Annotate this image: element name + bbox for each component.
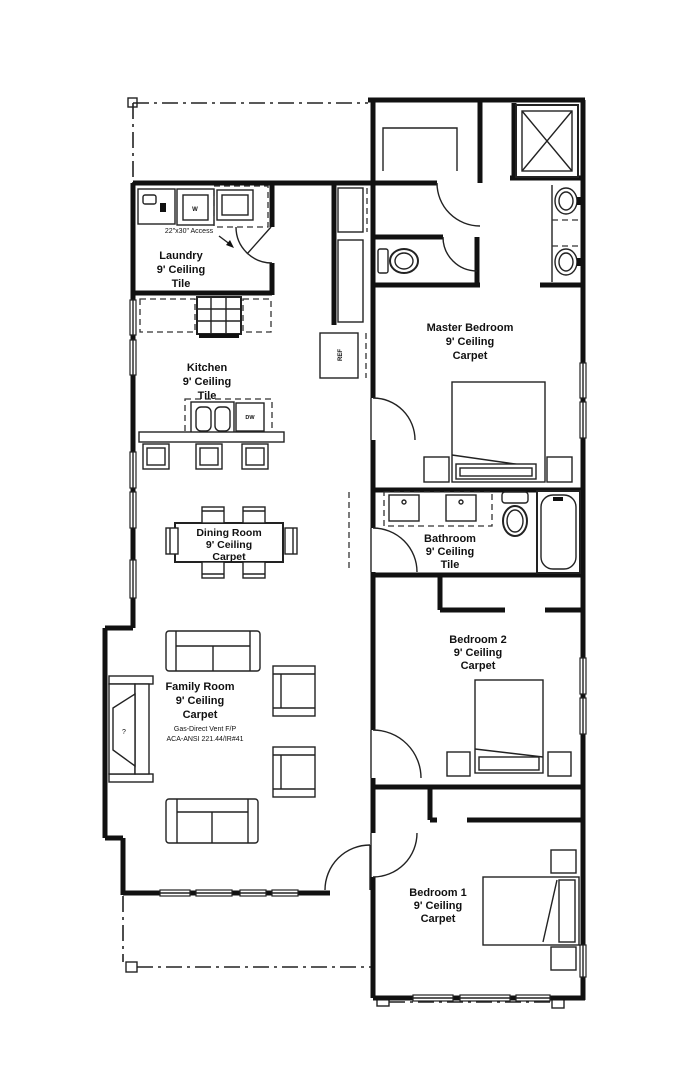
svg-text:9' Ceiling: 9' Ceiling <box>445 336 495 348</box>
master-vanity-sink-2 <box>555 249 581 275</box>
bath-toilet <box>502 492 528 536</box>
fireplace-mark: ? <box>122 729 126 736</box>
nightstand <box>548 752 571 776</box>
nightstand <box>447 752 470 776</box>
family-room-back-door <box>325 845 370 890</box>
attic-access-label: 22"x30" Access <box>164 228 214 235</box>
svg-text:Tile: Tile <box>440 559 460 571</box>
cabinet-right <box>243 299 271 332</box>
master-closet-door <box>437 183 480 226</box>
fireplace-spec-line2: ACA-ANSI 221.44/IR#41 <box>166 736 244 743</box>
bath-sink-2 <box>446 495 476 521</box>
svg-text:9' Ceiling: 9' Ceiling <box>182 376 232 388</box>
utility-sink <box>138 189 175 224</box>
nightstand <box>551 850 576 873</box>
bathroom-fixtures <box>384 491 580 573</box>
master-toilet-door <box>443 237 477 271</box>
svg-text:9' Ceiling: 9' Ceiling <box>156 264 206 276</box>
bath-sink-1 <box>389 495 419 521</box>
bar-counter <box>139 432 284 442</box>
kitchen-label <box>183 362 231 402</box>
svg-text:Bedroom 1: Bedroom 1 <box>409 887 467 899</box>
svg-text:Family Room: Family Room <box>165 681 235 693</box>
dishwasher-label: DW <box>245 415 255 421</box>
svg-text:Carpet: Carpet <box>420 913 456 925</box>
bathroom-label <box>424 533 476 571</box>
svg-text:9' Ceiling: 9' Ceiling <box>175 695 225 707</box>
laundry-fixtures <box>138 186 268 248</box>
patio-post <box>126 962 137 972</box>
master-vanity-sink-1 <box>555 188 581 214</box>
svg-text:9' Ceiling: 9' Ceiling <box>205 539 253 551</box>
svg-text:Bathroom: Bathroom <box>424 533 476 545</box>
bathroom-door <box>371 528 417 572</box>
master-toilet <box>378 249 418 273</box>
master-bedroom-door <box>371 398 415 440</box>
nightstand <box>547 457 572 482</box>
refrigerator-label: REF <box>338 349 344 361</box>
svg-text:Bedroom 2: Bedroom 2 <box>449 634 507 646</box>
cabinet-left <box>140 299 195 332</box>
svg-text:Kitchen: Kitchen <box>186 362 228 374</box>
svg-text:Master Bedroom: Master Bedroom <box>426 322 514 334</box>
nightstand <box>424 457 449 482</box>
bedroom2-furniture <box>447 680 571 776</box>
master-bedroom-label <box>427 322 514 362</box>
svg-text:9' Ceiling: 9' Ceiling <box>453 647 503 659</box>
svg-text:Tile: Tile <box>197 390 217 402</box>
range <box>197 297 241 334</box>
svg-text:9' Ceiling: 9' Ceiling <box>413 900 463 912</box>
attic-access-arrow <box>226 240 234 248</box>
hall-closet-lower <box>338 240 363 322</box>
svg-text:Dining Room: Dining Room <box>196 527 262 539</box>
bar-stools <box>143 444 268 469</box>
master-bedroom-furniture <box>424 382 572 482</box>
bedroom2-door <box>371 730 421 778</box>
svg-text:Carpet: Carpet <box>460 660 496 672</box>
svg-text:Carpet: Carpet <box>212 551 246 563</box>
svg-text:9' Ceiling: 9' Ceiling <box>425 546 475 558</box>
bedroom1-door <box>371 833 417 877</box>
washer-label: W <box>192 207 198 213</box>
bathtub <box>537 491 580 573</box>
bedroom1-furniture <box>483 850 579 970</box>
bedroom1-label <box>409 887 466 925</box>
nightstand <box>551 947 576 970</box>
svg-text:Carpet: Carpet <box>452 350 488 362</box>
laundry-label <box>157 250 205 290</box>
fireplace-spec-line1: Gas-Direct Vent F/P <box>173 726 237 733</box>
laundry-door <box>236 227 272 263</box>
svg-text:Tile: Tile <box>171 278 191 290</box>
svg-text:Laundry: Laundry <box>159 250 203 262</box>
svg-text:Carpet: Carpet <box>182 709 218 721</box>
closet-shelf <box>383 128 457 171</box>
bedroom2-label <box>449 634 506 672</box>
hall-closet-upper <box>338 188 363 232</box>
family-room-label <box>165 681 243 743</box>
fireplace <box>109 676 153 782</box>
